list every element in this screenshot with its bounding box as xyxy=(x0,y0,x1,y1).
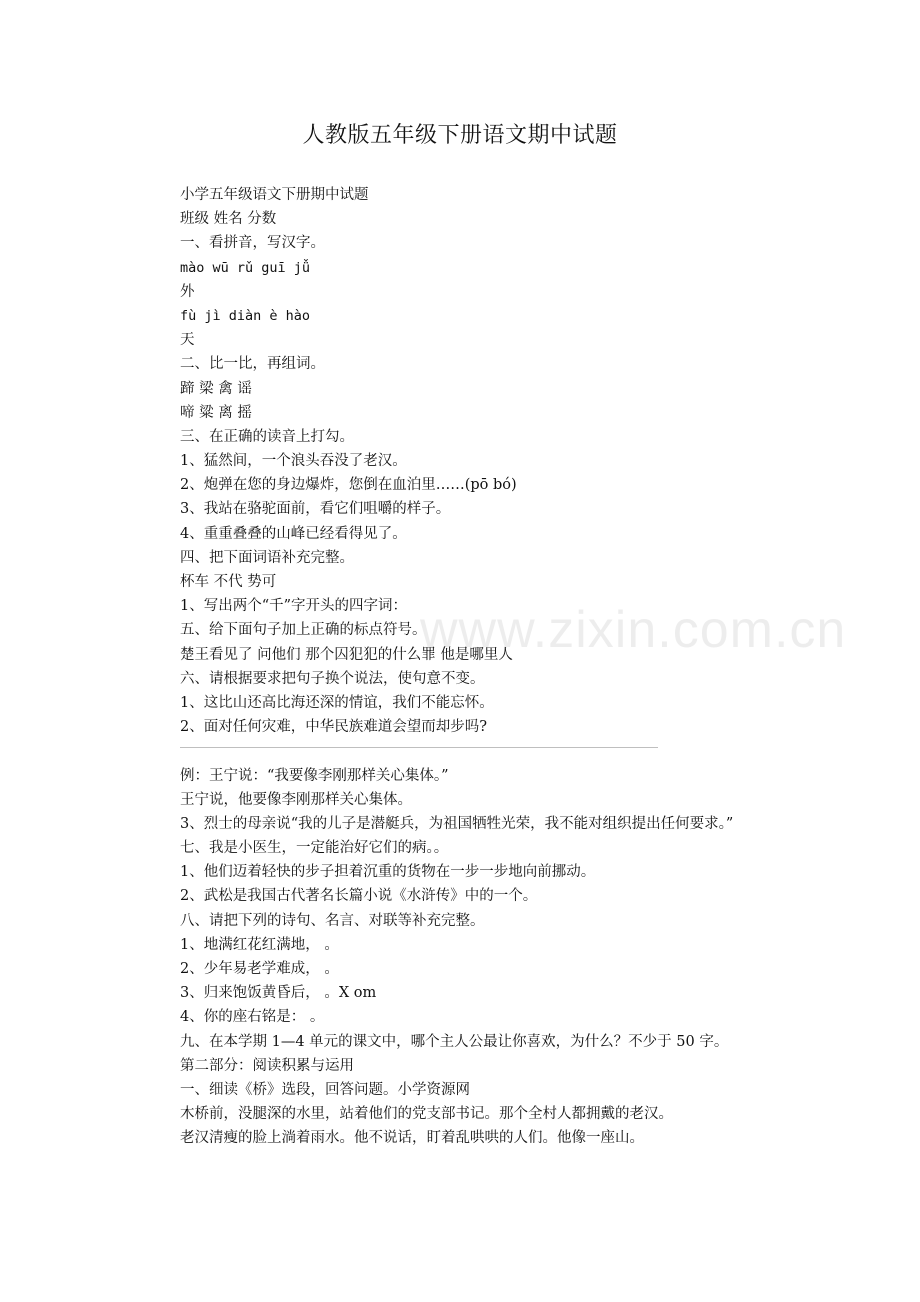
section-heading: 七、我是小医生，一定能治好它们的病。。 xyxy=(180,840,449,857)
character-row: 蹄 梁 禽 谣 xyxy=(180,380,252,397)
reading-passage: 木桥前，没腿深的水里，站着他们的党支部书记。那个全村人都拥戴的老汉。 xyxy=(180,1106,673,1123)
question-item: 1、他们迈着轻快的步子担着沉重的货物在一步一步地向前挪动。 xyxy=(180,864,596,881)
answer-line: 外 xyxy=(180,283,195,300)
question-item: 1、猛然间，一个浪头吞没了老汉。 xyxy=(180,453,407,470)
question-item: 2、武松是我国古代著名长篇小说《水浒传》中的一个。 xyxy=(180,888,538,905)
question-item: 3、归来饱饭黄昏后， 。X om xyxy=(180,985,377,1002)
example-item: 例：王宁说：“我要像李刚那样关心集体。” xyxy=(180,767,449,784)
section-heading: 九、在本学期 1—4 单元的课文中，哪个主人公最让你喜欢，为什么？不少于 50 字。 xyxy=(180,1033,729,1050)
section-heading: 三、在正确的读音上打勾。 xyxy=(180,428,354,445)
pinyin-line: fù jì diàn è hào xyxy=(180,307,311,324)
question-item: 3、烈士的母亲说“我的儿子是潜艇兵，为祖国牺牲光荣，我不能对组织提出任何要求。” xyxy=(180,815,734,832)
character-row: 啼 粱 离 摇 xyxy=(180,404,252,421)
example-item: 王宁说，他要像李刚那样关心集体。 xyxy=(180,791,412,808)
question-item: 2、面对任何灾难，中华民族难道会望而却步吗? xyxy=(180,719,487,736)
question-item: 1、地满红花红满地， 。 xyxy=(180,936,339,953)
answer-blank-line xyxy=(140,739,790,763)
pinyin-line: mào wū rǔ guī jǚ xyxy=(180,259,311,276)
document-title: 人教版五年级下册语文期中试题 xyxy=(302,123,618,148)
watermark: www.zixin.com.cn xyxy=(420,601,847,659)
question-item: 1、写出两个“千”字开头的四字词： xyxy=(180,598,408,615)
section-heading: 五、给下面句子加上正确的标点符号。 xyxy=(180,622,427,639)
class-name-score: 班级 姓名 分数 xyxy=(180,211,277,228)
section-heading: 一、看拼音，写汉字。 xyxy=(180,235,325,252)
section-heading: 四、把下面词语补充完整。 xyxy=(180,549,354,566)
question-item: 2、炮弹在您的身边爆炸，您倒在血泊里……(pō bó) xyxy=(180,477,517,494)
question-item: 3、我站在骆驼面前，看它们咀嚼的样子。 xyxy=(180,501,451,518)
part-heading: 第二部分：阅读积累与运用 xyxy=(180,1057,354,1074)
document-body xyxy=(140,183,790,1151)
question-item: 1、这比山还高比海还深的情谊，我们不能忘怀。 xyxy=(180,694,494,711)
word-row: 杯车 不代 势可 xyxy=(180,574,277,590)
answer-line: 天 xyxy=(180,332,195,349)
section-heading: 一、细读《桥》选段，回答问题。小学资源网 xyxy=(180,1081,470,1098)
question-item: 4、你的座右铭是： 。 xyxy=(180,1009,325,1026)
reading-passage: 老汉清瘦的脸上淌着雨水。他不说话，盯着乱哄哄的人们。他像一座山。 xyxy=(180,1130,644,1147)
question-item: 2、少年易老学难成， 。 xyxy=(180,961,339,978)
subtitle: 小学五年级语文下册期中试题 xyxy=(180,187,369,203)
section-heading: 八、请把下列的诗句、名言、对联等补充完整。 xyxy=(180,912,485,929)
question-item: 4、重重叠叠的山峰已经看得见了。 xyxy=(180,525,407,542)
section-heading: 六、请根据要求把句子换个说法，使句意不变。 xyxy=(180,670,485,687)
section-heading: 二、比一比，再组词。 xyxy=(180,356,325,373)
question-item: 楚王看见了 问他们 那个囚犯犯的什么罪 他是哪里人 xyxy=(180,646,513,663)
